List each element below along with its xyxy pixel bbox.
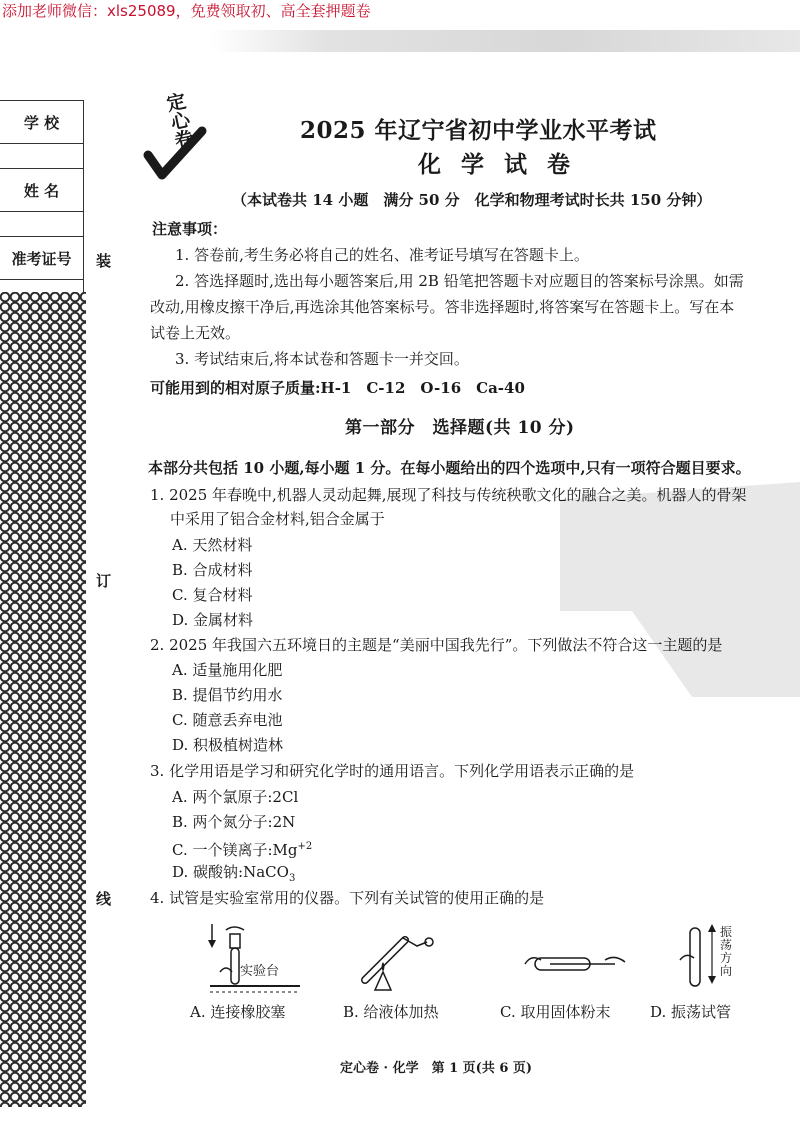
page-footer: 定心卷 · 化学 第 1 页(共 6 页) [340, 1061, 533, 1076]
security-pattern [0, 292, 86, 1107]
notice-line: 改动,用橡皮擦干净后,再选涂其他答案标号。答非选择题时,将答案写在答题卡上。写在本 [150, 298, 735, 316]
page-title: 2025 年辽宁省初中学业水平考试 [300, 117, 657, 144]
binding-char-xian: 线 [96, 890, 112, 908]
question-3-option: A. 两个氯原子:2Cl [172, 788, 299, 806]
school-label: 学 校 [0, 100, 84, 144]
question-1-option: A. 天然材料 [172, 536, 253, 554]
figure-c-caption: C. 取用固体粉末 [500, 1003, 611, 1021]
figure-a-caption: A. 连接橡胶塞 [190, 1003, 286, 1021]
option-text: C. 一个镁离子:Mg [172, 841, 298, 859]
question-2-option: A. 适量施用化肥 [172, 661, 283, 679]
question-2-option: B. 提倡节约用水 [172, 686, 283, 704]
question-1-stem: 1. 2025 年春晚中,机器人灵动起舞,展现了科技与传统秧歌文化的融合之美。机器人的骨架 [150, 486, 747, 504]
question-3-stem: 3. 化学用语是学习和研究化学时的通用语言。下列化学用语表示正确的是 [150, 762, 635, 780]
question-1-option: C. 复合材料 [172, 586, 253, 604]
lab-bench-label: 实验台 [240, 964, 280, 979]
atomic-masses: 可能用到的相对原子质量:H-1 C-12 O-16 Ca-40 [150, 379, 525, 397]
notice-line: 1. 答卷前,考生务必将自己的姓名、准考证号填写在答题卡上。 [175, 246, 589, 264]
section-title: 第一部分 选择题(共 10 分) [345, 418, 575, 438]
dingxin-stamp-logo [140, 90, 210, 190]
page-subtitle: 化 学 试 卷 [418, 151, 577, 178]
stamp-text: 定心卷 [162, 90, 196, 151]
question-3-option: B. 两个氮分子:2N [172, 813, 296, 831]
binding-info-box [0, 100, 84, 305]
question-2-option: C. 随意丢弃电池 [172, 711, 283, 729]
exam-id-label: 准考证号 [0, 237, 84, 280]
question-1-stem-cont: 中采用了铝合金材料,铝合金属于 [170, 510, 385, 528]
notice-line: 2. 答选择题时,选出每小题答案后,用 2B 铅笔把答题卡对应题目的答案标号涂黑。如需 [175, 272, 744, 290]
figure-b-caption: B. 给液体加热 [343, 1003, 439, 1021]
question-1-option: D. 金属材料 [172, 611, 254, 629]
take-powder-illustration [505, 920, 655, 1000]
scan-shadow [210, 30, 800, 52]
binding-char-zhuang: 装 [96, 252, 112, 270]
name-blank [0, 212, 84, 237]
notice-heading: 注意事项： [152, 220, 228, 238]
question-2-option: D. 积极植树造林 [172, 736, 284, 754]
notice-line: 3. 考试结束后,将本试卷和答题卡一并交回。 [175, 350, 469, 368]
charge-superscript: +2 [297, 841, 313, 852]
figure-c [505, 920, 655, 1000]
name-label: 姓 名 [0, 169, 84, 212]
question-4-stem: 4. 试管是实验室常用的仪器。下列有关试管的使用正确的是 [150, 889, 545, 907]
exam-info: （本试卷共 14 小题 满分 50 分 化学和物理考试时长共 150 分钟） [232, 191, 712, 209]
figure-b [345, 920, 495, 1000]
school-blank [0, 144, 84, 169]
figure-a [190, 920, 340, 1000]
formula-subscript: 3 [288, 873, 296, 884]
option-text: D. 碳酸钠:NaCO [172, 863, 289, 881]
shake-direction-label: 振荡方向 [720, 925, 733, 978]
binding-char-ding: 订 [96, 572, 112, 590]
checkmark-icon [140, 125, 210, 185]
figure-d [650, 920, 800, 1000]
notice-line: 试卷上无效。 [150, 324, 241, 342]
question-1-option: B. 合成材料 [172, 561, 253, 579]
watermark-shape [560, 482, 800, 697]
heat-liquid-illustration [345, 920, 495, 1000]
promo-banner: 添加老师微信：xls25089，免费领取初、高全套押题卷 [2, 2, 371, 20]
section-intro: 本部分共包括 10 小题,每小题 1 分。在每小题给出的四个选项中,只有一项符合题目要求。 [148, 459, 751, 477]
figure-d-caption: D. 振荡试管 [650, 1003, 732, 1021]
question-2-stem: 2. 2025 年我国六五环境日的主题是“美丽中国我先行”。下列做法不符合这一主题的是 [150, 636, 723, 654]
